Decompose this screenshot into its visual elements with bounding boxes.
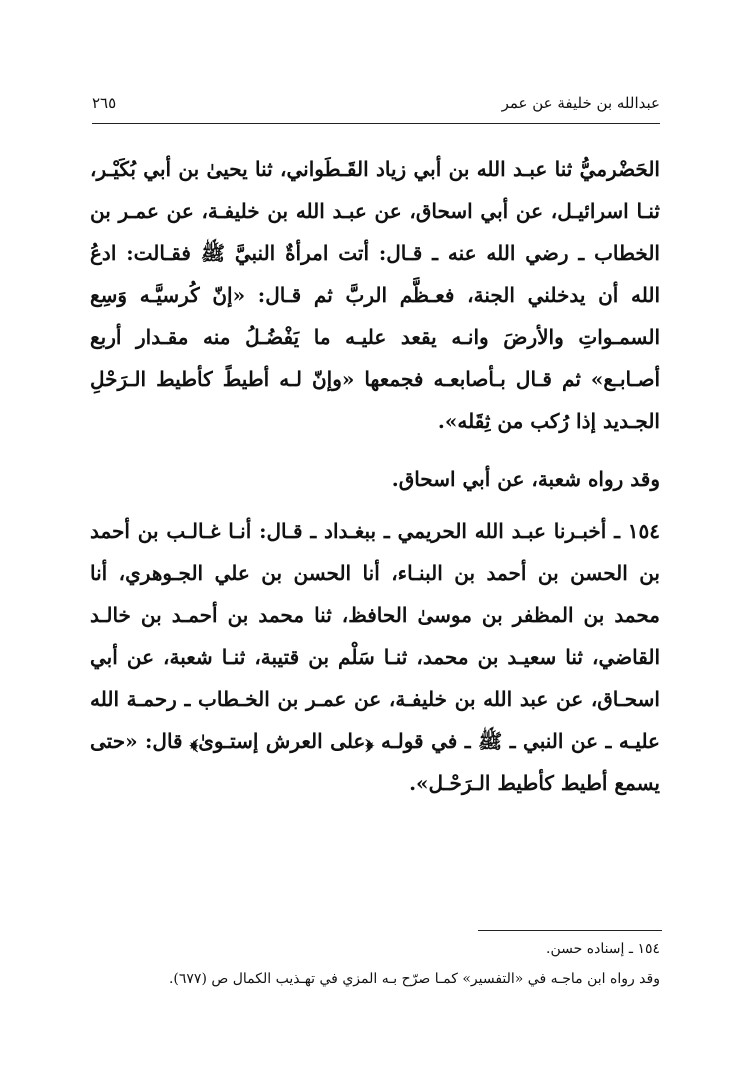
page-number: ٢٦٥ [92, 94, 117, 112]
body-paragraph-note: وقد رواه شعبة، عن أبي اسحاق. [391, 467, 660, 491]
footnote-divider [478, 930, 662, 931]
footnote-line: ١٥٤ ـ إسناده حسن. [546, 941, 660, 957]
footnote-line: وقد رواه ابن ماجـه في «التفسير» كمـا صرّح بـه المزي في تهـذيب الكمال ص (٦٧٧). [168, 971, 660, 987]
header-divider [92, 123, 660, 124]
footnotes [90, 934, 660, 994]
running-title: عبدالله بن خليفة عن عمر [501, 94, 660, 112]
body-paragraph-continuation: الحَضْرميُّ ثنا عبـد الله بن أبي زياد القَـطَواني، ثنا يحيىٰ بن أبي بُكَيْـر، ثنـا اسرائيـل، عن أبي اسحاق، عن عبـد الله بن خليفـة، عن عمـر بن الخطاب ـ رضي الله عنه ـ قـال: أتت امرأةٌ النبيَّ ﷺ فقـالت: ادعُ الله أن يدخلني الجنة، فعـظَّم الربَّ ثم قـال: «إنّ كُرسيَّـه وَسِع السمـواتِ والأرضَ وانـه يقعد عليـه ما يَفْضُـلُ منه مقـدار أربع أصـابـع» ثم قـال بـأصابعـه فجمعها «وإنّ لـه أطيطً كأطيط الـرَحْلِ الجـديد إذا رُكب من ثِقَله». [90, 157, 660, 433]
body-paragraph-hadith-154: ١٥٤ ـ أخبـرنا عبـد الله الحريمي ـ ببغـداد ـ قـال: أنـا غـالـب بن أحمد بن الحسن بن أحمد بن البنـاء، أنا الحسن بن علي الجـوهري، أنا محمد بن المظفر بن موسىٰ الحافظ، ثنا محمد بن أحمـد بن خالـد القاضي، ثنا سعيـد بن محمد، ثنـا سَلْم بن قتيبة، ثنـا شعبة، عن أبي اسحـاق، عن عبد الله بن خليفـة، عن عمـر بن الخـطاب ـ رحمـة الله عليـه ـ عن النبي ـ ﷺ ـ في قولـه ﴿على العرش إستـوىٰ﴾ قال: «حتى يسمع أطيط كأطيط الـرَحْـل». [90, 519, 661, 795]
running-header [92, 88, 660, 118]
